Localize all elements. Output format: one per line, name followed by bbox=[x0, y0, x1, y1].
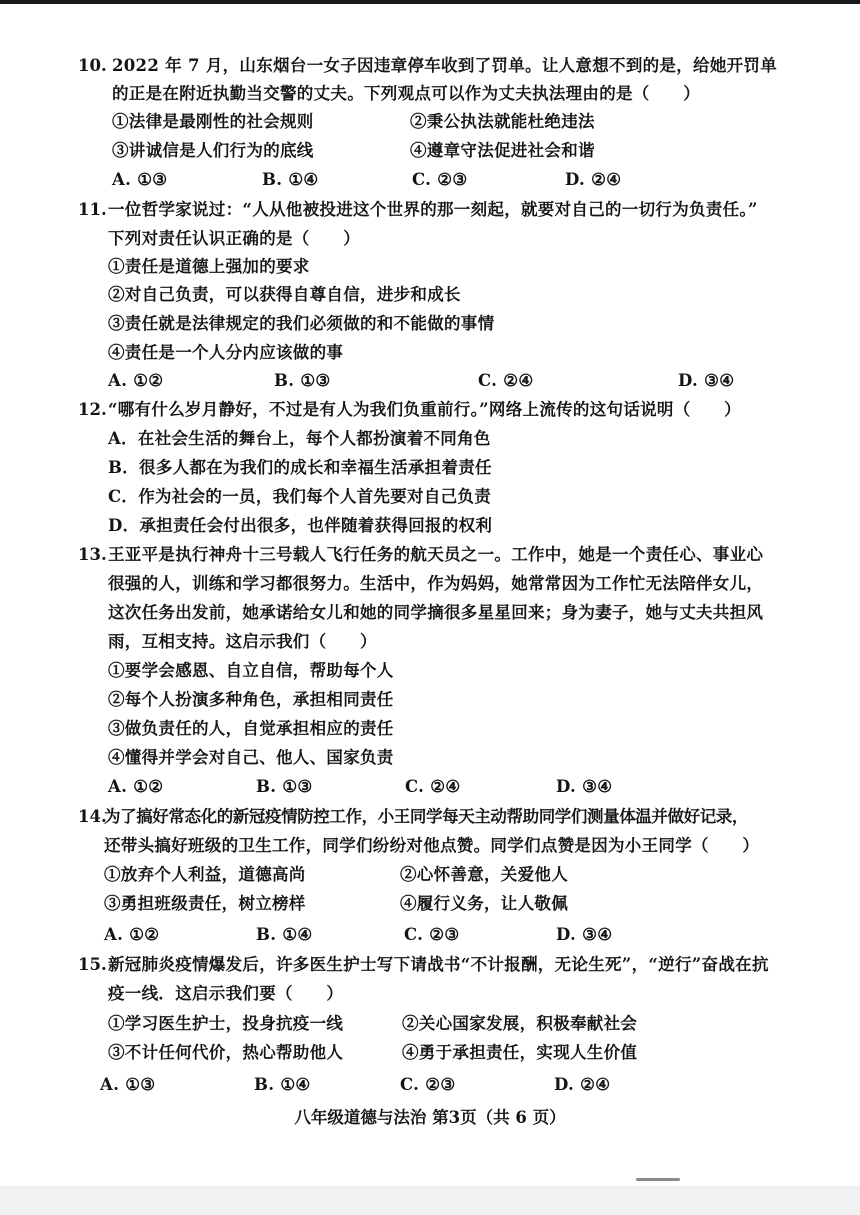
statement: ④勇于承担责任，实现人生价值 bbox=[402, 1043, 638, 1062]
answer-option: C. ②③ bbox=[404, 925, 460, 944]
statement: ②每个人扮演多种角色，承担相同责任 bbox=[108, 690, 394, 709]
question-number: 11. bbox=[78, 200, 107, 219]
question-stem-line: “哪有什么岁月静好，不过是有人为我们负重前行。”网络上流传的这句话说明（ ） bbox=[108, 400, 741, 419]
answer-option: D. ③④ bbox=[556, 777, 613, 796]
question-stem-line: 一位哲学家说过：“人从他被投进这个世界的那一刻起，就要对自己的一切行为负责任。” bbox=[108, 200, 758, 219]
question-stem-line: 王亚平是执行神舟十三号载人飞行任务的航天员之一。工作中，她是一个责任心、事业心 bbox=[108, 545, 764, 564]
answer-option: D. ③④ bbox=[678, 371, 735, 390]
answer-option: A．在社会生活的舞台上，每个人都扮演着不同角色 bbox=[108, 429, 491, 448]
answer-option: C. ②④ bbox=[405, 777, 461, 796]
question-stem-line: 下列对责任认识正确的是（ ） bbox=[108, 229, 360, 248]
answer-option: A. ①③ bbox=[112, 170, 168, 189]
answer-option: B. ①④ bbox=[262, 170, 319, 189]
statement: ④懂得并学会对自己、他人、国家负责 bbox=[108, 748, 394, 767]
answer-option: A. ①② bbox=[108, 777, 164, 796]
question-stem-line: 很强的人，训练和学习都很努力。生活中，作为妈妈，她常常因为工作忙无法陪伴女儿， bbox=[108, 574, 764, 593]
question-number: 13. bbox=[78, 545, 107, 564]
question-stem-line: 新冠肺炎疫情爆发后，许多医生护士写下请战书“不计报酬，无论生死”，“逆行”奋战在抗 bbox=[108, 955, 769, 974]
answer-option: C. ②④ bbox=[478, 371, 534, 390]
statement: ④责任是一个人分内应该做的事 bbox=[108, 343, 344, 362]
question-stem-line: 2022 年 7 月，山东烟台一女子因违章停车收到了罚单。让人意想不到的是，给她开罚单 bbox=[112, 56, 778, 75]
statement: ①法律是最刚性的社会规则 bbox=[112, 112, 314, 131]
answer-option: B. ①④ bbox=[254, 1075, 311, 1094]
statement: ③讲诚信是人们行为的底线 bbox=[112, 141, 314, 160]
question-stem-line: 这次任务出发前，她承诺给女儿和她的同学摘很多星星回来；身为妻子，她与丈夫共担风 bbox=[108, 603, 764, 622]
question-stem-line: 的正是在附近执勤当交警的丈夫。下列观点可以作为丈夫执法理由的是（ ） bbox=[112, 84, 700, 103]
statement: ①放弃个人利益，道德高尚 bbox=[104, 865, 306, 884]
page-footer: 八年级道德与法治 第3页（共 6 页） bbox=[294, 1108, 566, 1127]
question-stem-line: 疫一线．这启示我们要（ ） bbox=[108, 984, 344, 1003]
statement: ①责任是道德上强加的要求 bbox=[108, 257, 310, 276]
answer-option: A. ①③ bbox=[100, 1075, 156, 1094]
statement: ②关心国家发展，积极奉献社会 bbox=[402, 1014, 638, 1033]
statement: ②对自己负责，可以获得自尊自信，进步和成长 bbox=[108, 285, 461, 304]
statement: ③责任就是法律规定的我们必须做的和不能做的事情 bbox=[108, 314, 495, 333]
answer-option: A. ①② bbox=[108, 371, 164, 390]
question-number: 12. bbox=[78, 400, 107, 419]
statement: ②心怀善意，关爱他人 bbox=[400, 865, 568, 884]
answer-option: C. ②③ bbox=[412, 170, 468, 189]
scan-mark bbox=[636, 1178, 680, 1181]
statement: ③勇担班级责任，树立榜样 bbox=[104, 894, 306, 913]
statement: ①学习医生护士，投身抗疫一线 bbox=[108, 1014, 344, 1033]
answer-option: A. ①② bbox=[104, 925, 160, 944]
answer-option: D. ②④ bbox=[565, 170, 622, 189]
answer-option: B. ①④ bbox=[256, 925, 313, 944]
answer-option: D．承担责任会付出很多，也伴随着获得回报的权利 bbox=[108, 516, 493, 535]
statement: ①要学会感恩、自立自信，帮助每个人 bbox=[108, 661, 394, 680]
statement: ④履行义务，让人敬佩 bbox=[400, 894, 568, 913]
answer-option: D. ③④ bbox=[556, 925, 613, 944]
question-number: 14. bbox=[78, 807, 107, 826]
answer-option: B．很多人都在为我们的成长和幸福生活承担着责任 bbox=[108, 458, 492, 477]
question-stem-line: 为了搞好常态化的新冠疫情防控工作，小王同学每天主动帮助同学们测量体温并做好记录， bbox=[104, 807, 749, 826]
question-stem-line: 还带头搞好班级的卫生工作，同学们纷纷对他点赞。同学们点赞是因为小王同学（ ） bbox=[104, 836, 760, 855]
question-number: 10. bbox=[78, 56, 107, 75]
bottom-margin-band bbox=[0, 1186, 860, 1215]
answer-option: D. ②④ bbox=[554, 1075, 611, 1094]
statement: ③不计任何代价，热心帮助他人 bbox=[108, 1043, 344, 1062]
answer-option: C．作为社会的一员，我们每个人首先要对自己负责 bbox=[108, 487, 492, 506]
answer-option: B. ①③ bbox=[256, 777, 313, 796]
statement: ④遵章守法促进社会和谐 bbox=[410, 141, 595, 160]
statement: ②秉公执法就能杜绝违法 bbox=[410, 112, 595, 131]
question-stem-line: 雨，互相支持。这启示我们（ ） bbox=[108, 632, 377, 651]
answer-option: B. ①③ bbox=[274, 371, 331, 390]
question-number: 15. bbox=[78, 955, 107, 974]
statement: ③做负责任的人，自觉承担相应的责任 bbox=[108, 719, 394, 738]
answer-option: C. ②③ bbox=[400, 1075, 456, 1094]
